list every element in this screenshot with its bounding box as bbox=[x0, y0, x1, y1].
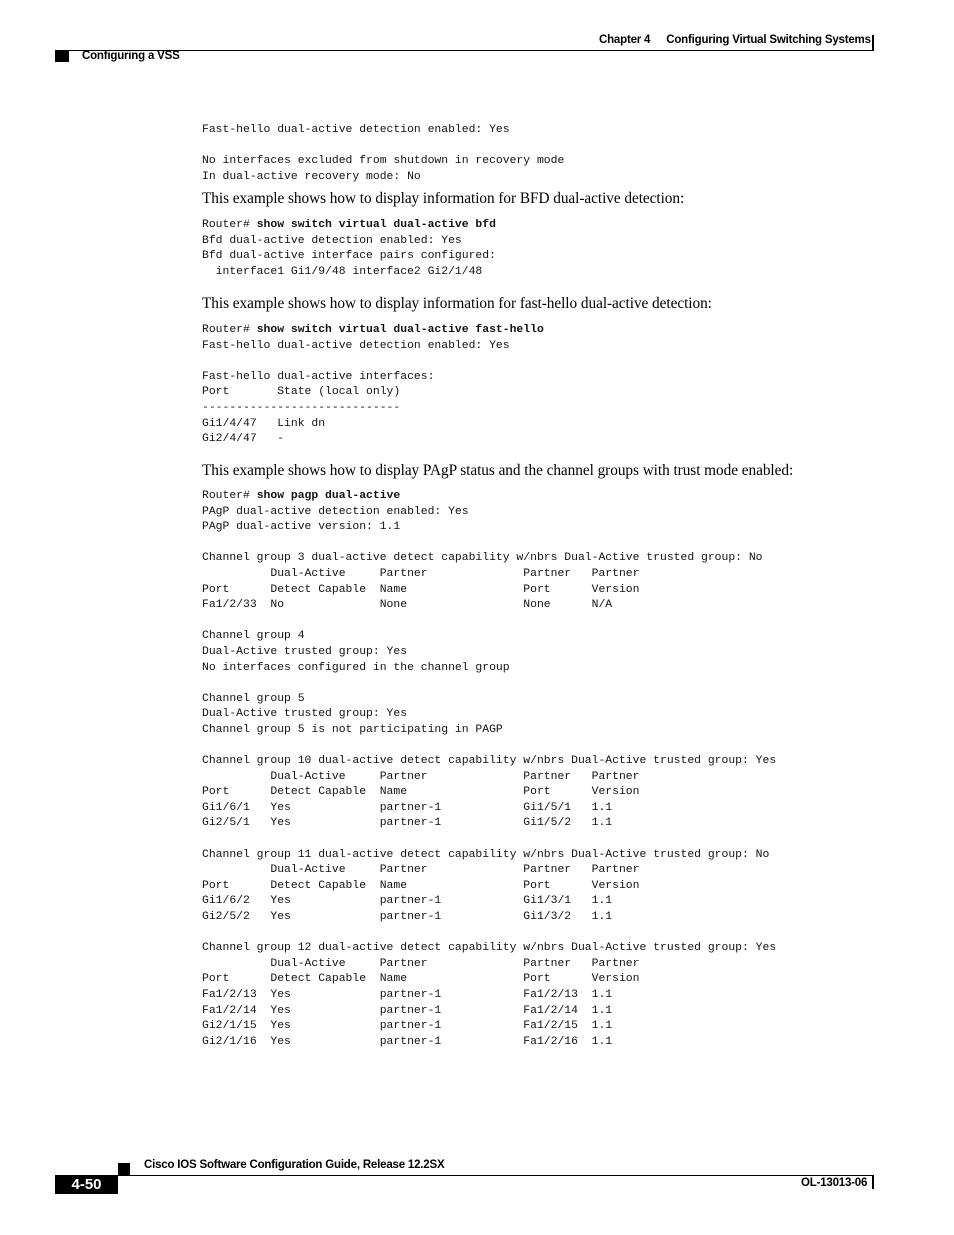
paragraph-bfd-example: This example shows how to display information for BFD dual-active detection: bbox=[202, 190, 685, 207]
code-line: Gi1/6/1 Yes partner-1 Gi1/5/1 1.1 bbox=[202, 801, 613, 814]
code-line: interface1 Gi1/9/48 interface2 Gi2/1/48 bbox=[202, 265, 483, 278]
running-header bbox=[599, 34, 871, 46]
command-line bbox=[202, 323, 544, 339]
code-line: PAgP dual-active detection enabled: Yes bbox=[202, 505, 469, 518]
router-prompt: Router# bbox=[202, 490, 257, 502]
code-block-fast-hello bbox=[202, 323, 544, 448]
code-line: Channel group 5 is not participating in PAGP bbox=[202, 723, 503, 736]
code-line: ----------------------------- bbox=[202, 401, 401, 414]
section-title: Configuring a VSS bbox=[82, 50, 180, 62]
code-line bbox=[202, 676, 776, 692]
code-line: Dual-Active Partner Partner Partner bbox=[202, 770, 640, 783]
footer-rule bbox=[118, 1175, 874, 1176]
code-line: Port Detect Capable Name Port Version bbox=[202, 583, 640, 596]
code-line: Channel group 5 bbox=[202, 692, 305, 705]
code-line: Bfd dual-active interface pairs configured: bbox=[202, 250, 496, 263]
header-vertical-bar bbox=[872, 35, 874, 51]
chapter-label: Chapter 4 bbox=[599, 34, 651, 46]
header-square-marker bbox=[55, 51, 69, 62]
command-text: show switch virtual dual-active fast-hello bbox=[256, 324, 544, 336]
code-line: PAgP dual-active version: 1.1 bbox=[202, 521, 401, 534]
code-line: No interfaces excluded from shutdown in recovery mode bbox=[202, 155, 565, 168]
command-text: show pagp dual-active bbox=[256, 490, 401, 502]
guide-title: Cisco IOS Software Configuration Guide, Release 12.2SX bbox=[144, 1159, 445, 1171]
code-line: Gi2/4/47 - bbox=[202, 433, 285, 446]
footer-vertical-bar bbox=[872, 1175, 874, 1189]
code-line: In dual-active recovery mode: No bbox=[202, 170, 421, 183]
chapter-title: Configuring Virtual Switching Systems bbox=[666, 34, 871, 46]
code-line bbox=[202, 354, 544, 370]
paragraph-fast-hello-example: This example shows how to display information for fast-hello dual-active detection: bbox=[202, 295, 712, 312]
code-line bbox=[202, 926, 776, 942]
code-line: Port State (local only) bbox=[202, 386, 401, 399]
code-line: No interfaces configured in the channel group bbox=[202, 661, 510, 674]
code-line: Gi2/1/15 Yes partner-1 Fa1/2/15 1.1 bbox=[202, 1020, 613, 1033]
code-line bbox=[202, 139, 564, 155]
router-prompt: Router# bbox=[202, 219, 257, 231]
code-block-bfd bbox=[202, 218, 496, 280]
code-line: Dual-Active Partner Partner Partner bbox=[202, 567, 640, 580]
paragraph-pagp-example: This example shows how to display PAgP status and the channel groups with trust mode enabled: bbox=[202, 462, 794, 479]
code-line: Port Detect Capable Name Port Version bbox=[202, 879, 640, 892]
code-line: Gi2/5/1 Yes partner-1 Gi1/5/2 1.1 bbox=[202, 817, 613, 830]
document-number: OL-13013-06 bbox=[801, 1177, 868, 1189]
code-line: Dual-Active Partner Partner Partner bbox=[202, 957, 640, 970]
code-line: Fa1/2/14 Yes partner-1 Fa1/2/14 1.1 bbox=[202, 1004, 613, 1017]
footer-square-marker bbox=[118, 1163, 130, 1175]
router-prompt: Router# bbox=[202, 324, 257, 336]
code-line: Dual-Active trusted group: Yes bbox=[202, 645, 408, 658]
code-line: Fast-hello dual-active interfaces: bbox=[202, 370, 435, 383]
code-line: Gi2/5/2 Yes partner-1 Gi1/3/2 1.1 bbox=[202, 911, 613, 924]
code-line: Channel group 11 dual-active detect capability w/nbrs Dual-Active trusted group: No bbox=[202, 848, 770, 861]
code-block-pagp bbox=[202, 489, 776, 1050]
code-line bbox=[202, 739, 776, 755]
code-line: Fa1/2/33 No None None N/A bbox=[202, 599, 613, 612]
code-line: Bfd dual-active detection enabled: Yes bbox=[202, 234, 462, 247]
code-line bbox=[202, 832, 776, 848]
code-line: Channel group 10 dual-active detect capability w/nbrs Dual-Active trusted group: Yes bbox=[202, 755, 777, 768]
command-text: show switch virtual dual-active bfd bbox=[256, 219, 496, 231]
code-line: Gi1/6/2 Yes partner-1 Gi1/3/1 1.1 bbox=[202, 895, 613, 908]
code-line: Channel group 4 bbox=[202, 630, 305, 643]
code-line: Channel group 3 dual-active detect capability w/nbrs Dual-Active trusted group: No bbox=[202, 552, 763, 565]
code-line bbox=[202, 536, 776, 552]
code-line: Fa1/2/13 Yes partner-1 Fa1/2/13 1.1 bbox=[202, 989, 613, 1001]
code-line: Dual-Active Partner Partner Partner bbox=[202, 864, 640, 877]
code-line bbox=[202, 614, 776, 630]
code-line: Dual-Active trusted group: Yes bbox=[202, 708, 408, 721]
code-line: Port Detect Capable Name Port Version bbox=[202, 786, 640, 799]
code-line: Gi1/4/47 Link dn bbox=[202, 417, 326, 430]
command-line bbox=[202, 489, 776, 505]
code-line: Channel group 12 dual-active detect capability w/nbrs Dual-Active trusted group: Yes bbox=[202, 942, 777, 955]
code-line: Port Detect Capable Name Port Version bbox=[202, 973, 640, 986]
command-line bbox=[202, 218, 496, 234]
page-number: 4-50 bbox=[55, 1175, 118, 1194]
code-block-fast-hello-status bbox=[202, 123, 564, 185]
code-line: Fast-hello dual-active detection enabled: Yes bbox=[202, 339, 510, 352]
code-line: Fast-hello dual-active detection enabled: Yes bbox=[202, 124, 510, 136]
code-line: Gi2/1/16 Yes partner-1 Fa1/2/16 1.1 bbox=[202, 1035, 613, 1048]
